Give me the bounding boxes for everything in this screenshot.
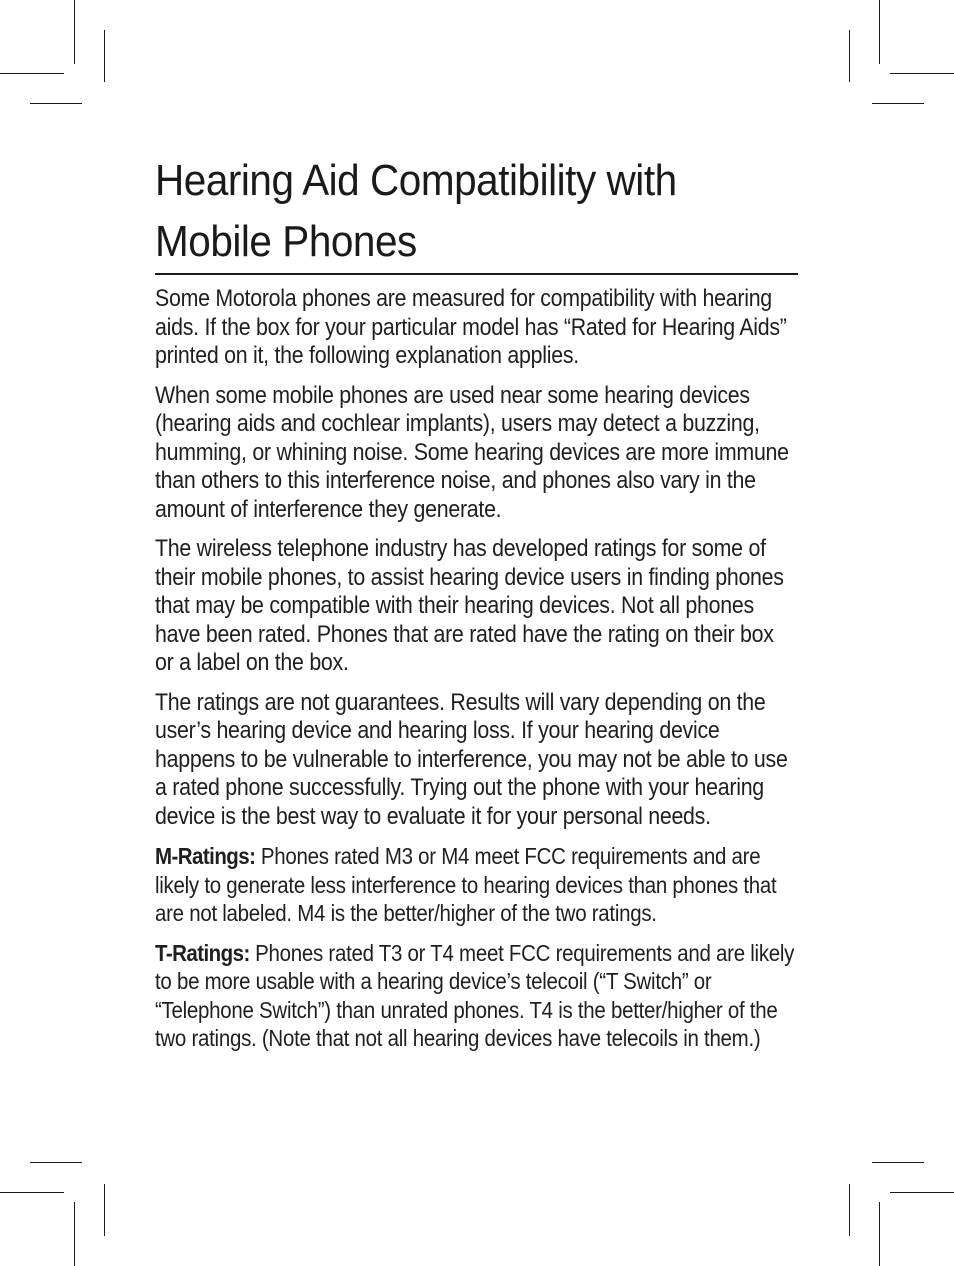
- paragraph-interference: When some mobile phones are used near some hearing devices (hearing aids and cochlear implants), users may detect a buzzing, humming, or whining noise. Some hearing devices are more immune than others to this interference noise, and phones also vary in the amount of interference they generate.: [155, 381, 789, 523]
- body-text: [155, 285, 796, 1064]
- t-ratings-paragraph: [155, 939, 796, 1053]
- crop-mark: [879, 1202, 880, 1266]
- m-ratings-paragraph: [155, 842, 796, 928]
- m-ratings-label: M-Ratings:: [155, 843, 256, 869]
- crop-mark: [104, 30, 105, 82]
- paragraph-intro: Some Motorola phones are measured for compatibility with hearing aids. If the box for your particular model has “Rated for Hearing Aids” printed on it, the following explanation applies.: [155, 285, 787, 369]
- crop-mark: [30, 103, 82, 104]
- paragraph-ratings-industry: The wireless telephone industry has developed ratings for some of their mobile phones, to assist hearing device users in finding phones that may be compatible with their hearing devices. Not all phones have been rated. Phones that are rated have the rating on their box or a label on the box.: [155, 535, 784, 676]
- crop-mark: [74, 1202, 75, 1266]
- title-line-1: Hearing Aid Compatibility with: [155, 156, 677, 205]
- crop-mark: [74, 0, 75, 64]
- t-ratings-text: Phones rated T3 or T4 meet FCC requirements and are likely to be more usable with a hearing device’s telecoil (“T Switch” or “Telephone Switch”) than unrated phones. T4 is the better/higher of the two ratings. (Note that not all hearing devices have telecoils in them.): [155, 939, 795, 1051]
- title-line-2: Mobile Phones: [155, 217, 417, 266]
- crop-mark: [849, 1184, 850, 1236]
- title-divider: [155, 273, 798, 275]
- page-content: [155, 150, 800, 1051]
- crop-mark: [879, 0, 880, 64]
- crop-mark: [872, 1162, 924, 1163]
- m-ratings-text: Phones rated M3 or M4 meet FCC requirements and are likely to generate less interference to hearing devices than phones that are not labeled. M4 is the better/higher of the two ratings.: [155, 843, 777, 926]
- crop-mark: [890, 73, 954, 74]
- crop-mark: [849, 30, 850, 82]
- crop-mark: [890, 1192, 954, 1193]
- paragraph-guarantees: The ratings are not guarantees. Results will vary depending on the user’s hearing device and hearing loss. If your hearing device happens to be vulnerable to interference, you may not be able to use a rated phone successfully. Trying out the phone with your hearing device is the best way to evaluate it for your personal needs.: [155, 688, 788, 830]
- t-ratings-label: T-Ratings:: [155, 939, 250, 966]
- crop-mark: [0, 73, 64, 74]
- page-title: [155, 150, 748, 272]
- crop-mark: [872, 103, 924, 104]
- crop-mark: [30, 1162, 82, 1163]
- crop-mark: [104, 1184, 105, 1236]
- crop-mark: [0, 1192, 64, 1193]
